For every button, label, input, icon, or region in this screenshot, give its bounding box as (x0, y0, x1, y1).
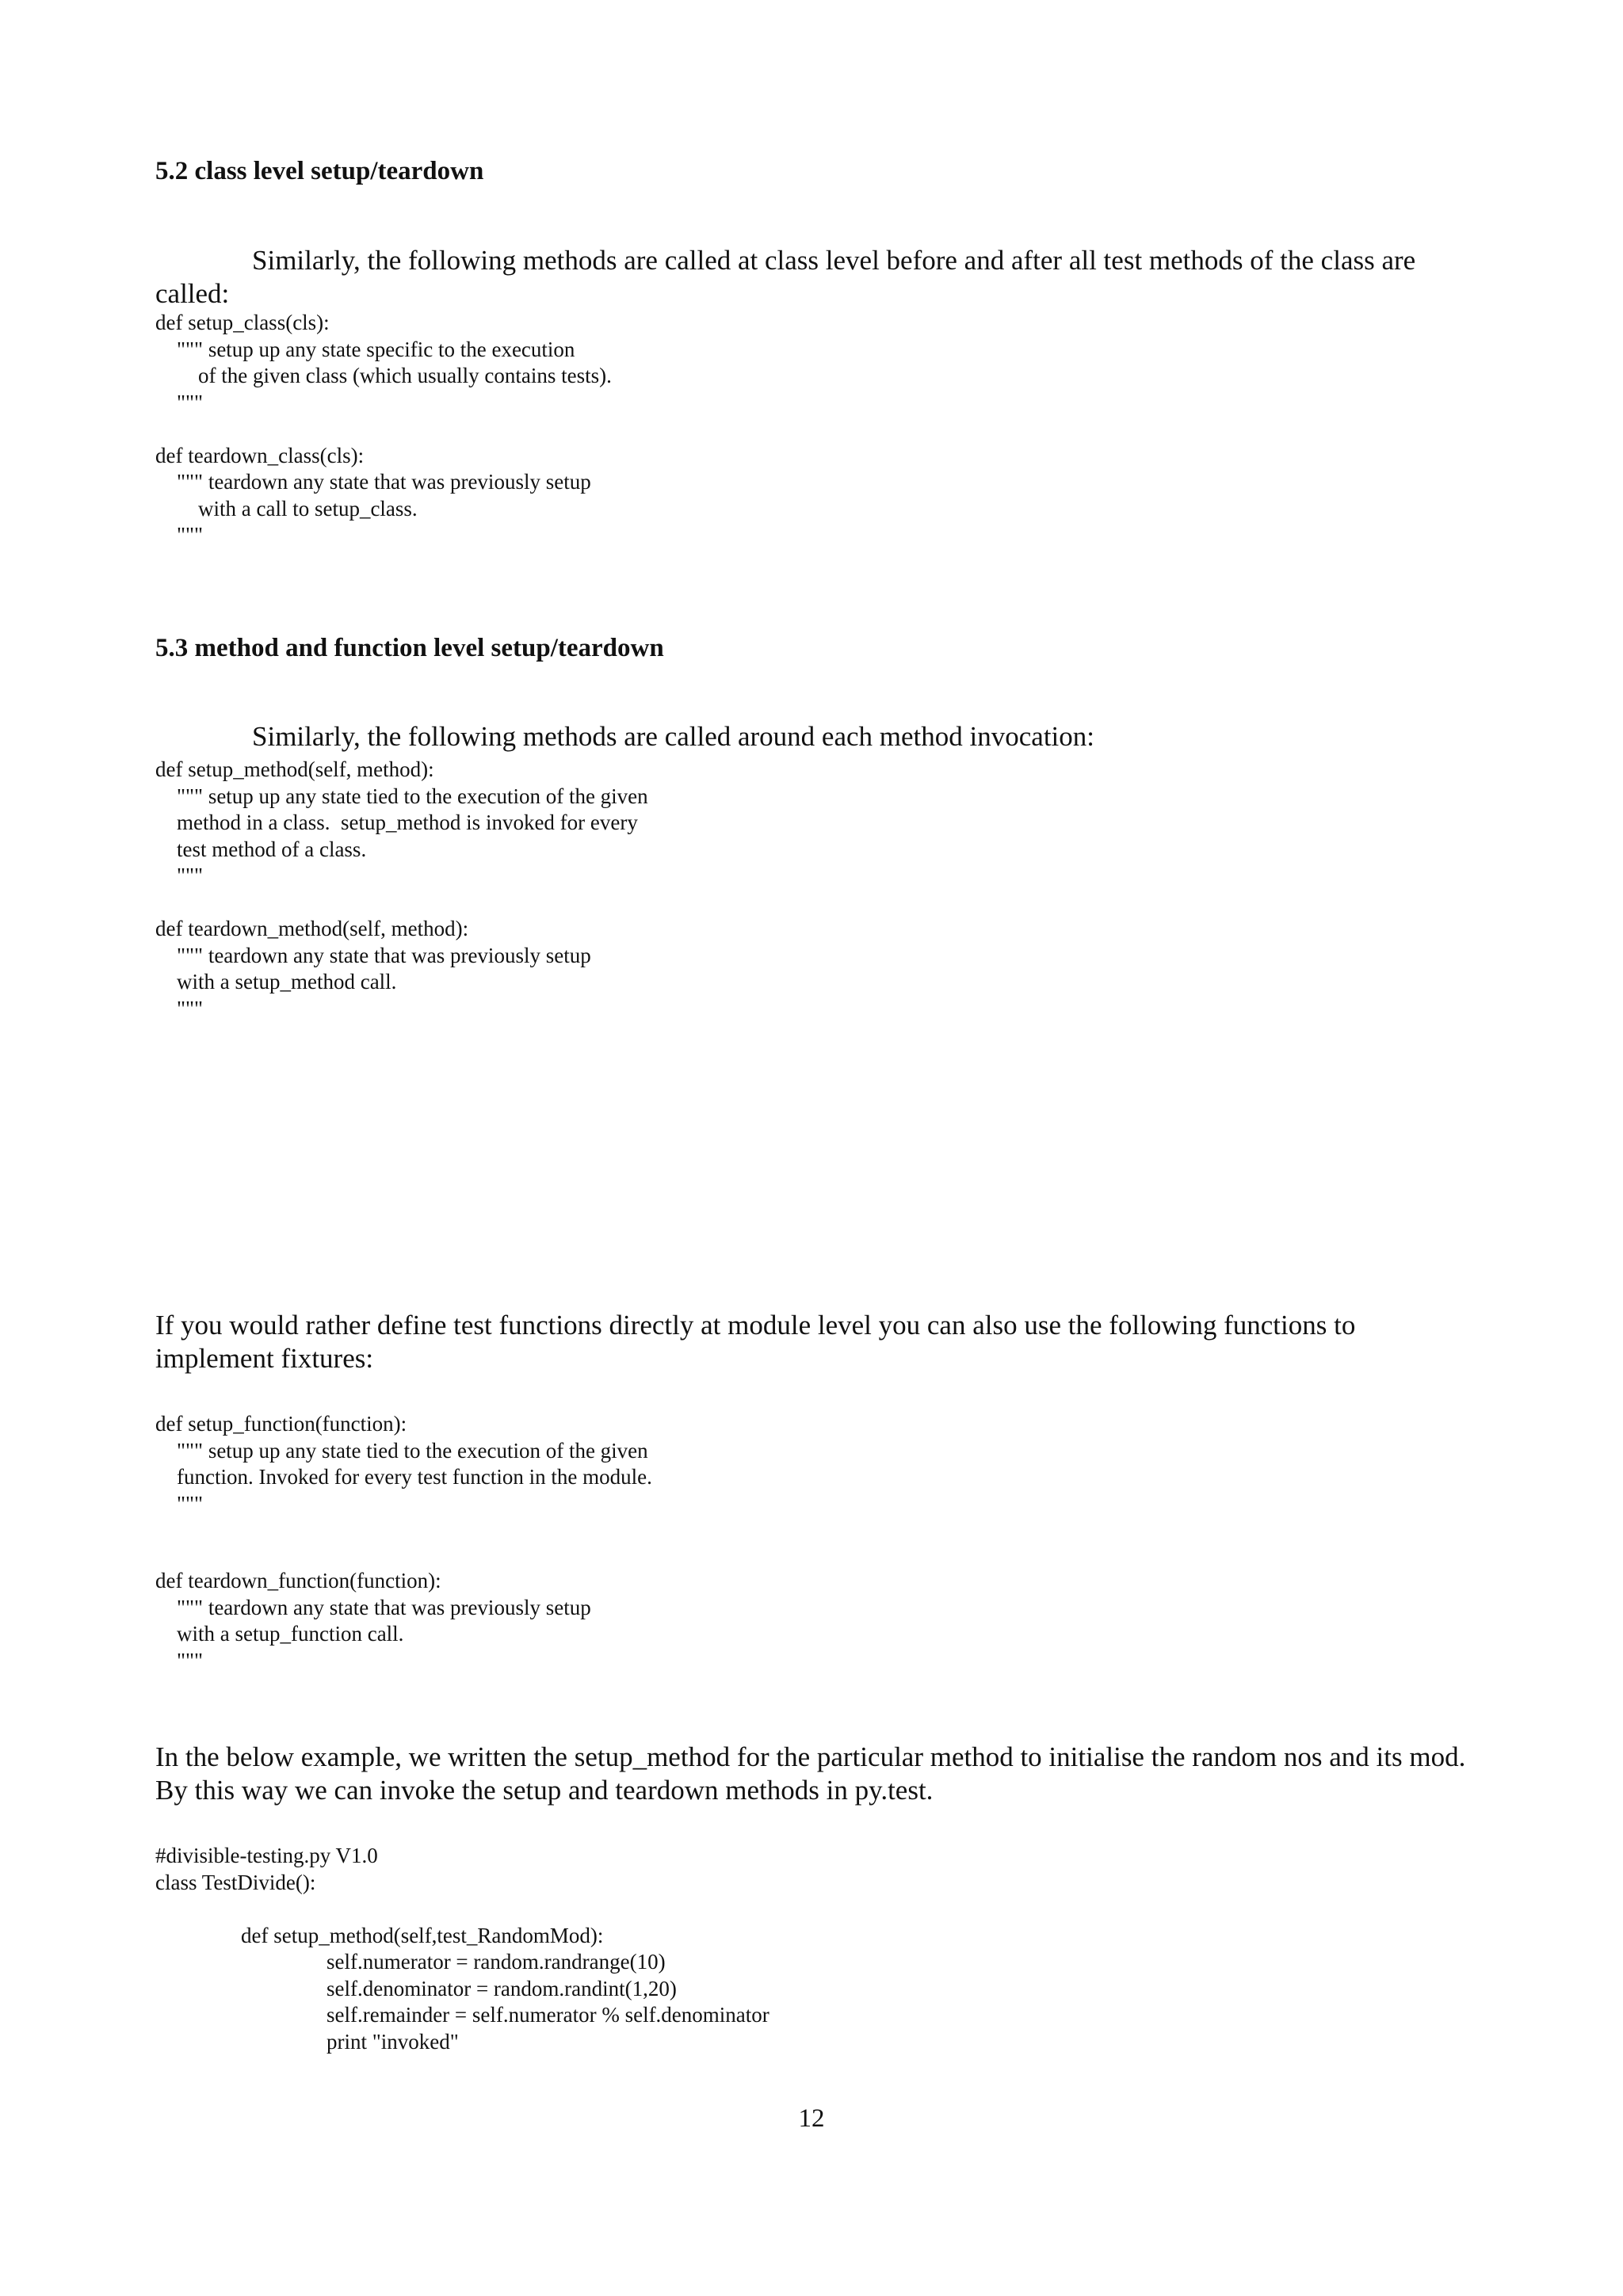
section-5-3-intro: Similarly, the following methods are called around each method invocation: (252, 721, 1094, 752)
code-line: self.numerator = random.randrange(10) (155, 1950, 666, 1974)
code-line: def teardown_function(function): (155, 1569, 441, 1592)
example-intro: In the below example, we written the setup_method for the particular method to initialise the random nos and its mod. By this way we can invoke the setup and teardown methods in py.test. (155, 1741, 1466, 1806)
code-line: class TestDivide(): (155, 1870, 316, 1894)
code-line: def teardown_class(cls): (155, 443, 365, 467)
code-line (155, 890, 648, 917)
module-level-intro: If you would rather define test functions directly at module level you can also use the following functions to implement fixtures: (155, 1310, 1356, 1374)
code-line: with a call to setup_class. (155, 496, 418, 521)
code-line: """ setup up any state specific to the execution (155, 337, 575, 361)
code-line: """ (155, 390, 204, 414)
code-line: """ setup up any state tied to the execution of the given (155, 784, 648, 808)
code-line: """ teardown any state that was previously setup (155, 943, 591, 967)
code-line: function. Invoked for every test function in the module. (155, 1465, 652, 1489)
code-block-class-setup (155, 310, 612, 549)
code-line: """ (155, 864, 204, 887)
page-number: 12 (798, 2104, 825, 2133)
section-5-2-intro: Similarly, the following methods are called at class level before and after all test methods of the class are called: (155, 245, 1416, 309)
code-line: #divisible-testing.py V1.0 (155, 1844, 378, 1867)
code-line: def setup_method(self,test_RandomMod): (155, 1923, 604, 1947)
code-line: method in a class. setup_method is invoked for every (155, 810, 638, 834)
section-heading-5-2: 5.2 class level setup/teardown (155, 157, 484, 185)
code-block-function-teardown (155, 1568, 591, 1674)
code-line: test method of a class. (155, 837, 367, 861)
code-line: """ (155, 523, 204, 547)
code-line (155, 416, 612, 443)
code-line: """ setup up any state tied to the execution of the given (155, 1438, 648, 1463)
code-line: def setup_method(self, method): (155, 757, 434, 781)
code-line: def setup_function(function): (155, 1412, 407, 1436)
code-line: def setup_class(cls): (155, 311, 330, 334)
code-line: of the given class (which usually contains tests). (155, 364, 612, 387)
code-line: """ teardown any state that was previously setup (155, 1595, 591, 1619)
code-line: with a setup_method call. (155, 970, 397, 994)
code-line: """ teardown any state that was previously setup (155, 470, 591, 494)
section-heading-5-3: 5.3 method and function level setup/teardown (155, 634, 664, 662)
code-line: """ (155, 1648, 204, 1672)
code-line (155, 1896, 769, 1923)
code-block-method-setup (155, 757, 648, 1022)
code-line: self.remainder = self.numerator % self.denominator (155, 2003, 769, 2027)
code-line: """ (155, 1491, 204, 1516)
code-line: print "invoked" (155, 2029, 459, 2054)
code-line: with a setup_function call. (155, 1622, 404, 1646)
code-block-function-setup (155, 1411, 652, 1517)
code-line: self.denominator = random.randint(1,20) (155, 1976, 677, 2000)
code-block-example (155, 1843, 769, 2055)
code-line: """ (155, 996, 204, 1020)
code-line: def teardown_method(self, method): (155, 917, 469, 940)
